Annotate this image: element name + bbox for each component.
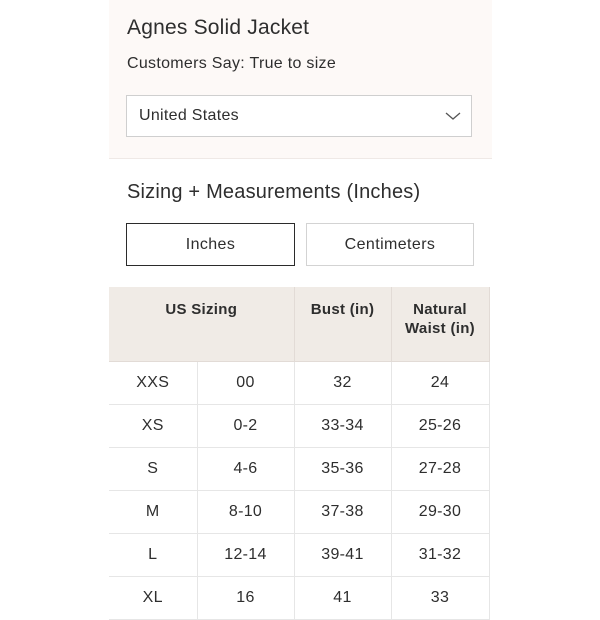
size-label: XL — [109, 577, 197, 620]
table-row — [109, 362, 489, 405]
bust-header: Bust (in) — [294, 287, 391, 362]
size-number: 8-10 — [197, 491, 294, 534]
size-number: 00 — [197, 362, 294, 405]
country-select-value: United States — [139, 107, 239, 124]
fit-feedback-text: Customers Say: True to size — [127, 55, 337, 72]
waist-value: 24 — [391, 362, 489, 405]
bust-value: 37-38 — [294, 491, 391, 534]
size-label: S — [109, 448, 197, 491]
waist-value: 27-28 — [391, 448, 489, 491]
size-number: 16 — [197, 577, 294, 620]
table-row — [109, 491, 489, 534]
table-row — [109, 448, 489, 491]
chevron-down-icon — [445, 108, 461, 124]
country-select[interactable] — [126, 95, 472, 137]
table-row — [109, 534, 489, 577]
waist-value: 25-26 — [391, 405, 489, 448]
size-label: L — [109, 534, 197, 577]
size-table — [109, 287, 490, 620]
size-label: XXS — [109, 362, 197, 405]
bust-value: 41 — [294, 577, 391, 620]
table-header-row — [109, 287, 489, 362]
bust-value: 32 — [294, 362, 391, 405]
size-number: 4-6 — [197, 448, 294, 491]
bust-value: 35-36 — [294, 448, 391, 491]
waist-header: Natural Waist (in) — [391, 287, 489, 362]
table-row — [109, 405, 489, 448]
waist-value: 29-30 — [391, 491, 489, 534]
waist-value: 33 — [391, 577, 489, 620]
size-label: XS — [109, 405, 197, 448]
size-label: M — [109, 491, 197, 534]
centimeters-button[interactable]: Centimeters — [306, 223, 474, 266]
inches-button[interactable]: Inches — [126, 223, 295, 266]
size-chart — [109, 287, 489, 620]
product-title: Agnes Solid Jacket — [127, 16, 310, 39]
bust-value: 33-34 — [294, 405, 391, 448]
size-number: 0-2 — [197, 405, 294, 448]
section-title: Sizing + Measurements (Inches) — [127, 181, 421, 203]
waist-value: 31-32 — [391, 534, 489, 577]
size-number: 12-14 — [197, 534, 294, 577]
bust-value: 39-41 — [294, 534, 391, 577]
table-row — [109, 577, 489, 620]
us-sizing-header: US Sizing — [109, 287, 294, 362]
